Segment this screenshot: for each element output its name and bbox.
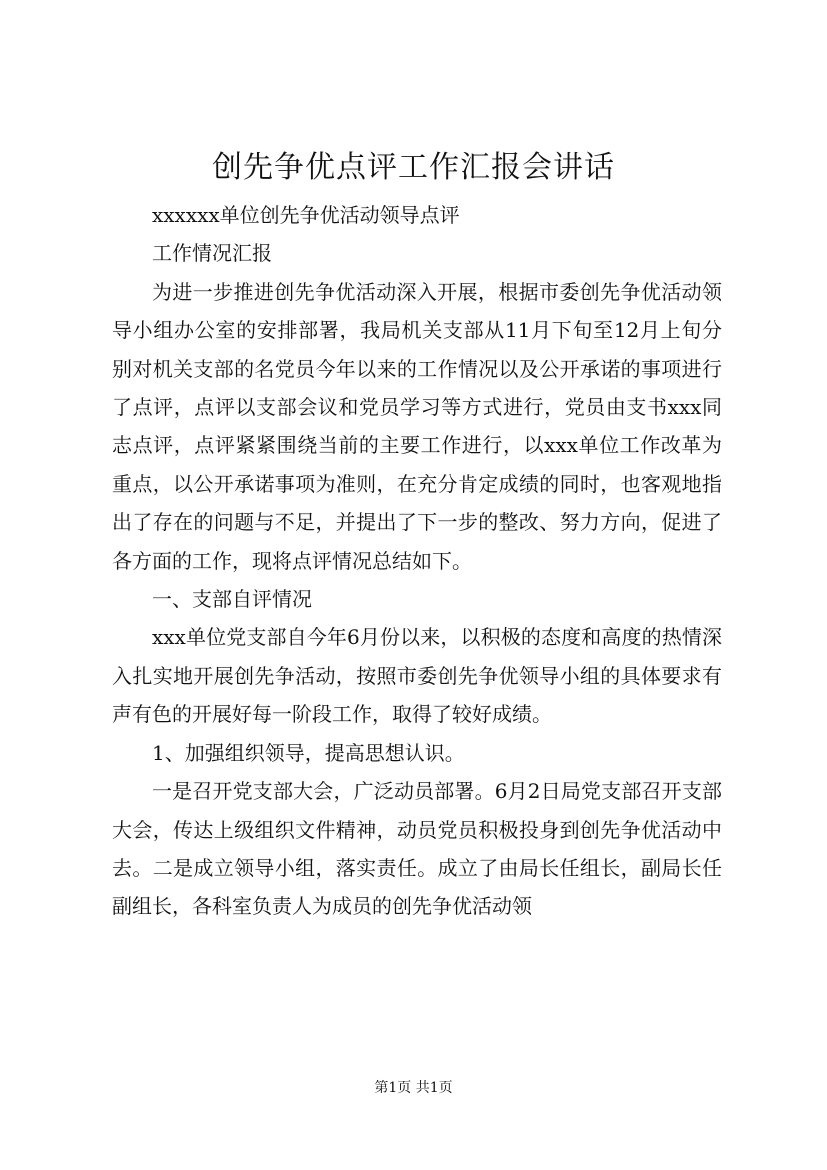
document-body xyxy=(112,196,722,926)
section-heading-1: 一、支部自评情况 xyxy=(152,587,312,612)
paragraph-section-1: xxx单位党支部自今年6月份以来，以积极的态度和高度的热情深入扎实地开展创先争活动，按照市委创先争优领导小组的具体要求有声有色的开展好每一阶段工作，取得了较好成绩。 xyxy=(112,625,722,727)
paragraph-subtitle: xxxxxx单位创先争优活动领导点评 xyxy=(152,203,460,227)
page-number-footer: 第1页 共1页 xyxy=(374,1080,453,1096)
document-title: 创先争优点评工作汇报会讲话 xyxy=(212,150,615,185)
paragraph-subsection-1: 一是召开党支部大会，广泛动员部署。6月2日局党支部召开支部大会，传达上级组织文件精神，动员党员积极投身到创先争优活动中去。二是成立领导小组，落实责任。成立了由局长任组长，副局长任副组长，各科室负责人为成员的创先争优活动领 xyxy=(112,779,722,919)
subsection-heading-1: 1、加强组织领导，提高思想认识。 xyxy=(152,740,465,765)
paragraph-subtitle-2: 工作情况汇报 xyxy=(152,241,272,266)
paragraph-intro: 为进一步推进创先争优活动深入开展，根据市委创先争优活动领导小组办公室的安排部署，我局机关支部从11月下旬至12月上旬分别对机关支部的名党员今年以来的工作情况以及公开承诺的事项进行了点评，点评以支部会议和党员学习等方式进行，党员由支书xxx同志点评，点评紧紧围绕当前的主要工作进行，以xxx单位工作改革为重点，以公开承诺事项为准则，在充分肯定成绩的同时，也客观地指出了存在的问题与不足，并提出了下一步的整改、努力方向，促进了各方面的工作，现将点评情况总结如下。 xyxy=(112,279,722,573)
